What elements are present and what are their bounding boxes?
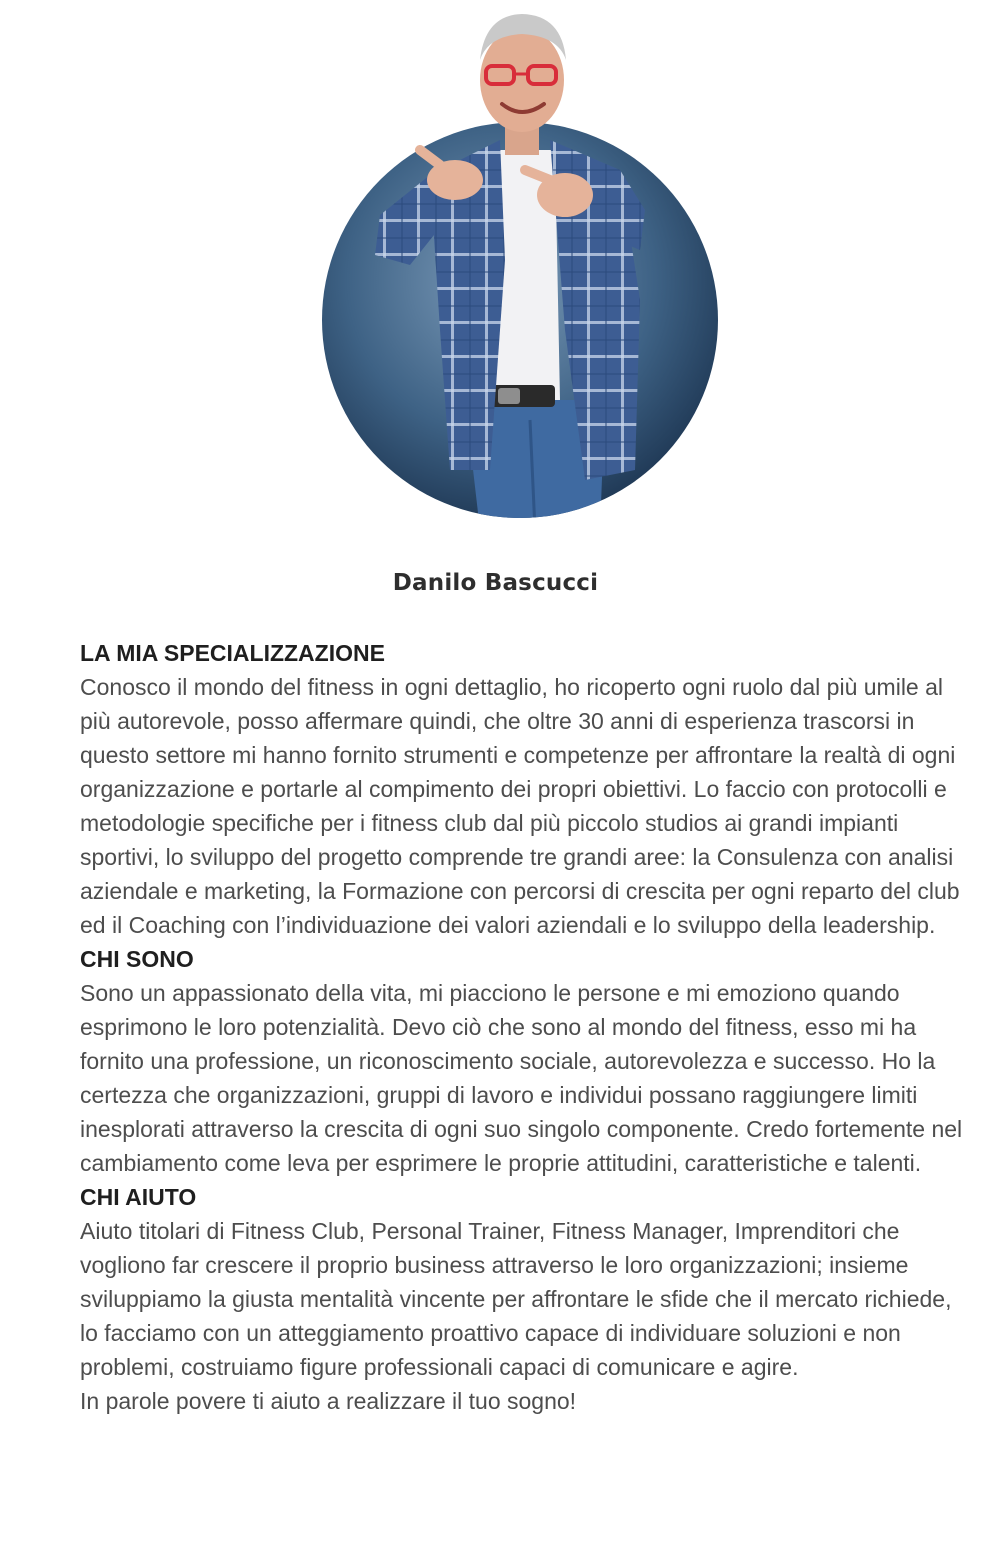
closing-line: In parole povere ti aiuto a realizzare il tuo sogno! bbox=[80, 1388, 577, 1414]
profile-bio bbox=[80, 636, 965, 1418]
portrait-photo bbox=[300, 0, 740, 530]
profile-name: Danilo Bascucci bbox=[392, 570, 599, 596]
section-text-specialization: Conosco il mondo del fitness in ogni dettaglio, ho ricoperto ogni ruolo dal più umile al più autorevole, posso affermare quindi, che oltre 30 anni di esperienza trascorsi in questo settore mi hanno fornito strumenti e competenze per affrontare la realtà di ogni organizzazione e portarle al compimento dei propri obiettivi. Lo faccio con protocolli e metodologie specifiche per i fitness club dal più piccolo studios ai grandi impianti sportivi, lo sviluppo del progetto comprende tre grandi aree: la Consulenza con analisi aziendale e marketing, la Formazione con percorsi di crescita per ogni reparto del club ed il Coaching con l’individuazione dei valori aziendali e lo sviluppo della leadership. bbox=[80, 674, 960, 938]
profile-photo bbox=[300, 0, 740, 530]
section-title-specialization: LA MIA SPECIALIZZAZIONE bbox=[80, 640, 385, 666]
section-title-about: CHI SONO bbox=[80, 946, 194, 972]
section-text-about: Sono un appassionato della vita, mi piacciono le persone e mi emoziono quando esprimono le loro potenzialità. Devo ciò che sono al mondo del fitness, esso mi ha fornito una professione, un riconoscimento sociale, autorevolezza e successo. Ho la certezza che organizzazioni, gruppi di lavoro e individui possano raggiungere limiti inesplorati attraverso la crescita di ogni suo singolo componente. Credo fortemente nel cambiamento come leva per esprimere le proprie attitudini, caratteristiche e talenti. bbox=[80, 980, 963, 1176]
section-title-who-i-help: CHI AIUTO bbox=[80, 1184, 197, 1210]
section-text-who-i-help: Aiuto titolari di Fitness Club, Personal Trainer, Fitness Manager, Imprenditori che vogliono far crescere il proprio business attraverso le loro organizzazioni; insieme sviluppiamo la giusta mentalità vincente per affrontare le sfide che il mercato richiede, lo facciamo con un atteggiamento proattivo capace di individuare soluzioni e non problemi, costruiamo figure professionali capaci di comunicare e agire. bbox=[80, 1218, 952, 1380]
